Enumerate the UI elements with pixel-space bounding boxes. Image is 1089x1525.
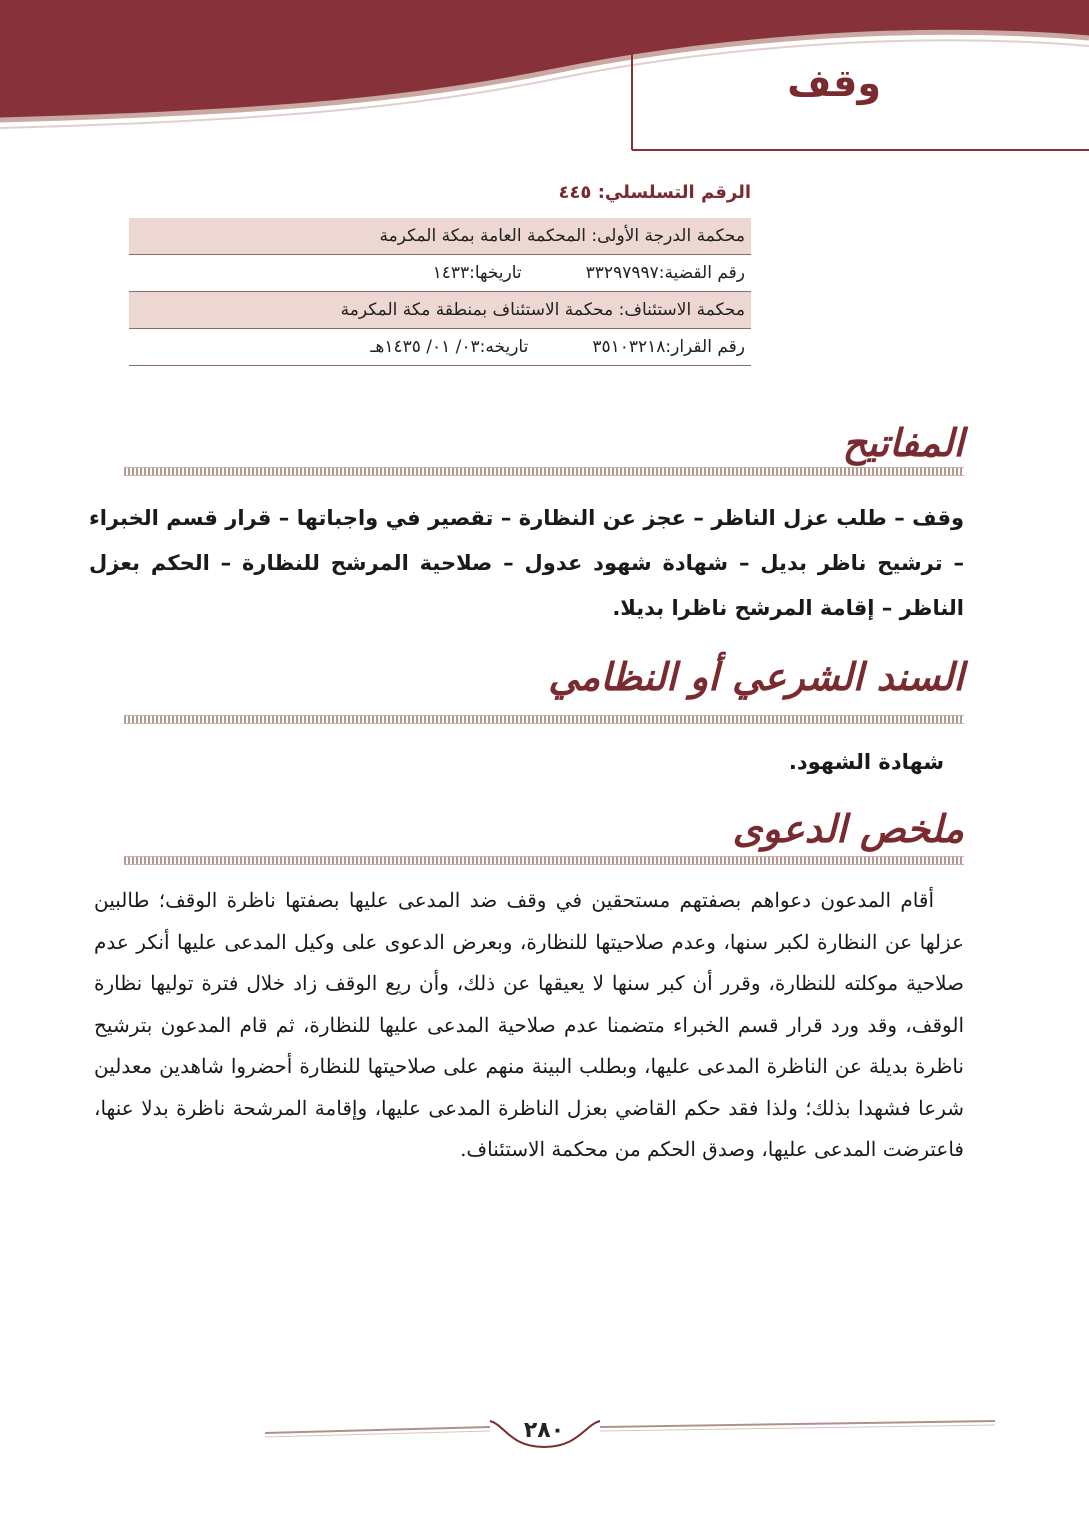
- case-info-table: [129, 218, 751, 366]
- table-row: [129, 329, 751, 366]
- section-divider: [124, 856, 964, 865]
- decision-number: رقم القرار:٣٥١٠٣٢١٨: [592, 337, 745, 357]
- legal-basis-title: السند الشرعي أو النظامي: [548, 654, 964, 699]
- keywords-text: وقف – طلب عزل الناظر – عجز عن النظارة – تقصير في واجباتها – قرار قسم الخبراء – ترشيح ناظر بديل – شهادة شهود عدول – صلاحية المرشح للنظارة – الحكم بعزل الناظر – إقامة المرشح ناظرا بديلا.: [89, 506, 964, 620]
- case-number-cell: [129, 255, 751, 292]
- decision-number-cell: [129, 329, 751, 366]
- table-row: [129, 218, 751, 255]
- first-court: محكمة الدرجة الأولى: المحكمة العامة بمكة المكرمة: [129, 218, 751, 255]
- table-row: [129, 292, 751, 329]
- table-row: [129, 255, 751, 292]
- keywords-title: المفاتيح: [842, 420, 964, 465]
- legal-basis-text: شهادة الشهود.: [788, 750, 944, 774]
- page-heading: وقف: [787, 61, 881, 105]
- case-number: رقم القضية:٣٣٢٩٧٩٩٧: [585, 263, 745, 283]
- decision-date: تاريخه:٠٣/ ٠١/ ١٤٣٥هـ: [370, 337, 529, 357]
- page-number: ٢٨٠: [523, 1418, 565, 1443]
- section-divider: [124, 715, 964, 724]
- serial-number: الرقم التسلسلي: ٤٤٥: [558, 182, 751, 203]
- header-band: [0, 0, 1089, 160]
- appeal-court: محكمة الاستئناف: محكمة الاستئناف بمنطقة مكة المكرمة: [129, 292, 751, 329]
- summary-title: ملخص الدعوى: [732, 806, 964, 851]
- case-date: تاريخها:١٤٣٣: [432, 263, 522, 283]
- summary-text: أقام المدعون دعواهم بصفتهم مستحقين في وقف ضد المدعى عليها بصفتها ناظرة الوقف؛ طالبين عزلها عن النظارة لكبر سنها، وعدم صلاحيتها للنظارة، وبعرض الدعوى على وكيل المدعى عليها أنكر عدم صلاحية موكلته للنظارة، وقرر أن كبر سنها لا يعيقها عن ذلك، وأن ريع الوقف زاد خلال فترة توليها نظارة الوقف، وقد ورد قرار قسم الخبراء متضمنا عدم صلاحية المدعى عليها للنظارة، ثم قام المدعون بترشيح ناظرة بديلة عن الناظرة المدعى عليها، وبطلب البينة منهم على صلاحيتها للنظارة أحضروا شاهدين معدلين شرعا فشهدا بذلك؛ ولذا فقد حكم القاضي بعزل الناظرة المدعى عليها، وإقامة المرشحة ناظرة بدلا عنها، فاعترضت المدعى عليها، وصدق الحكم من محكمة الاستئناف.: [94, 888, 964, 1161]
- section-divider: [124, 467, 964, 476]
